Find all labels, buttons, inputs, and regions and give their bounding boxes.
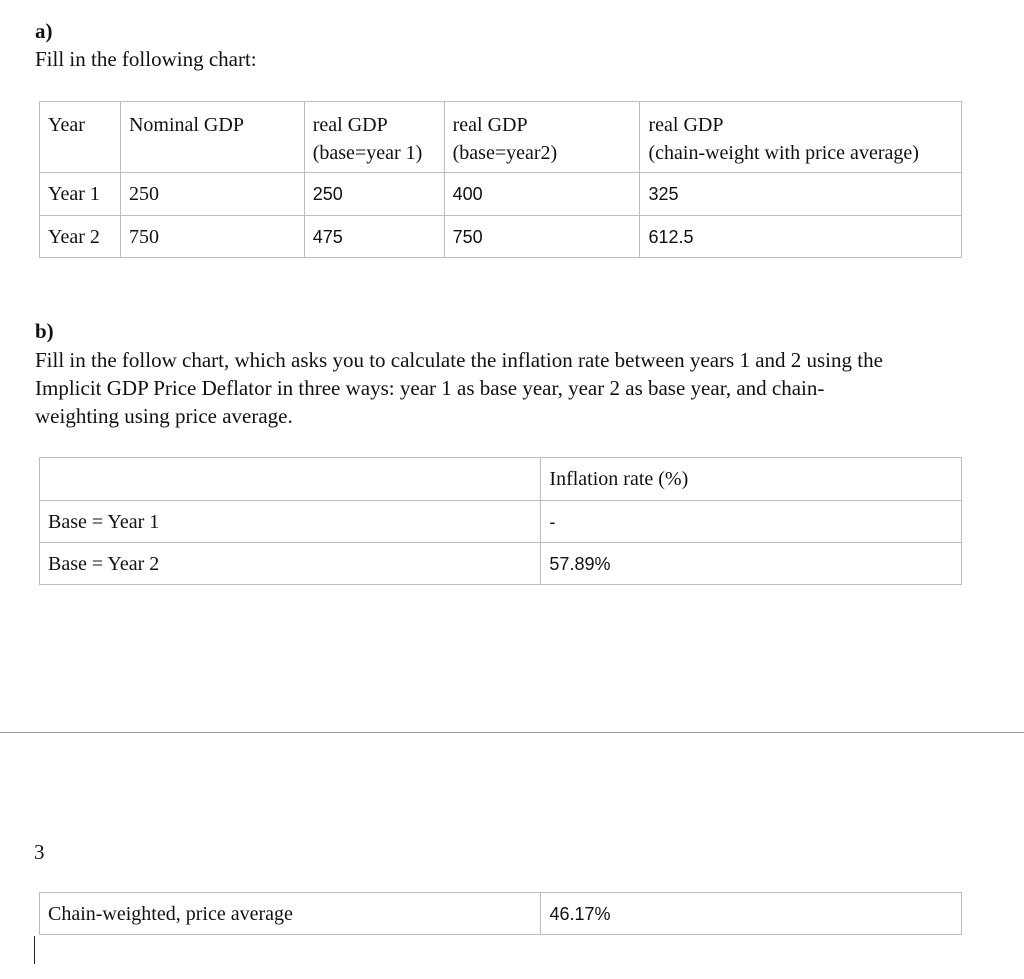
nominal-gdp-cell: 750 <box>120 216 304 258</box>
gdp-table <box>39 101 962 258</box>
table-row <box>40 893 962 935</box>
real-gdp-chain-cell: 612.5 <box>640 216 962 258</box>
real-gdp-chain-cell: 325 <box>640 173 962 216</box>
page-number: 3 <box>34 840 45 864</box>
method-cell: Base = Year 2 <box>40 543 541 585</box>
table-row <box>40 543 962 585</box>
table-row <box>40 216 962 258</box>
page-break-divider <box>0 732 1024 733</box>
gdp-table-header-row <box>40 102 962 173</box>
header-year: Year <box>40 102 121 173</box>
part-b-instruction-line: weighting using price average. <box>35 404 293 428</box>
part-b-instruction-line: Fill in the follow chart, which asks you to calculate the inflation rate between years 1 and 2 using the <box>35 348 883 372</box>
header-real-gdp-chain-weight: real GDP (chain-weight with price average) <box>640 102 962 173</box>
row-year-cell: Year 2 <box>40 216 121 258</box>
inflation-table-header-row <box>40 458 962 501</box>
part-b-instruction <box>35 346 995 430</box>
inflation-table <box>39 457 962 585</box>
inflation-value-cell: - <box>541 501 962 543</box>
header-inflation-rate: Inflation rate (%) <box>541 458 962 501</box>
part-a-instruction: Fill in the following chart: <box>35 47 257 71</box>
nominal-gdp-cell: 250 <box>120 173 304 216</box>
header-blank-cell <box>40 458 541 501</box>
header-real-gdp-base-year-2: real GDP (base=year2) <box>444 102 640 173</box>
part-b-instruction-line: Implicit GDP Price Deflator in three ways: year 1 as base year, year 2 as base year, and chain- <box>35 376 825 400</box>
real-gdp-base2-cell: 750 <box>444 216 640 258</box>
inflation-value-cell: 46.17% <box>541 893 962 935</box>
part-b-label: b) <box>35 319 54 343</box>
text-cursor <box>34 936 35 964</box>
inflation-value-cell: 57.89% <box>541 543 962 585</box>
header-real-gdp-base-year-1: real GDP (base=year 1) <box>304 102 444 173</box>
part-a-label: a) <box>35 19 53 43</box>
header-nominal-gdp: Nominal GDP <box>120 102 304 173</box>
real-gdp-base1-cell: 475 <box>304 216 444 258</box>
method-cell: Chain-weighted, price average <box>40 893 541 935</box>
method-cell: Base = Year 1 <box>40 501 541 543</box>
row-year-cell: Year 1 <box>40 173 121 216</box>
real-gdp-base2-cell: 400 <box>444 173 640 216</box>
table-row <box>40 501 962 543</box>
real-gdp-base1-cell: 250 <box>304 173 444 216</box>
inflation-table-continued <box>39 892 962 935</box>
table-row <box>40 173 962 216</box>
